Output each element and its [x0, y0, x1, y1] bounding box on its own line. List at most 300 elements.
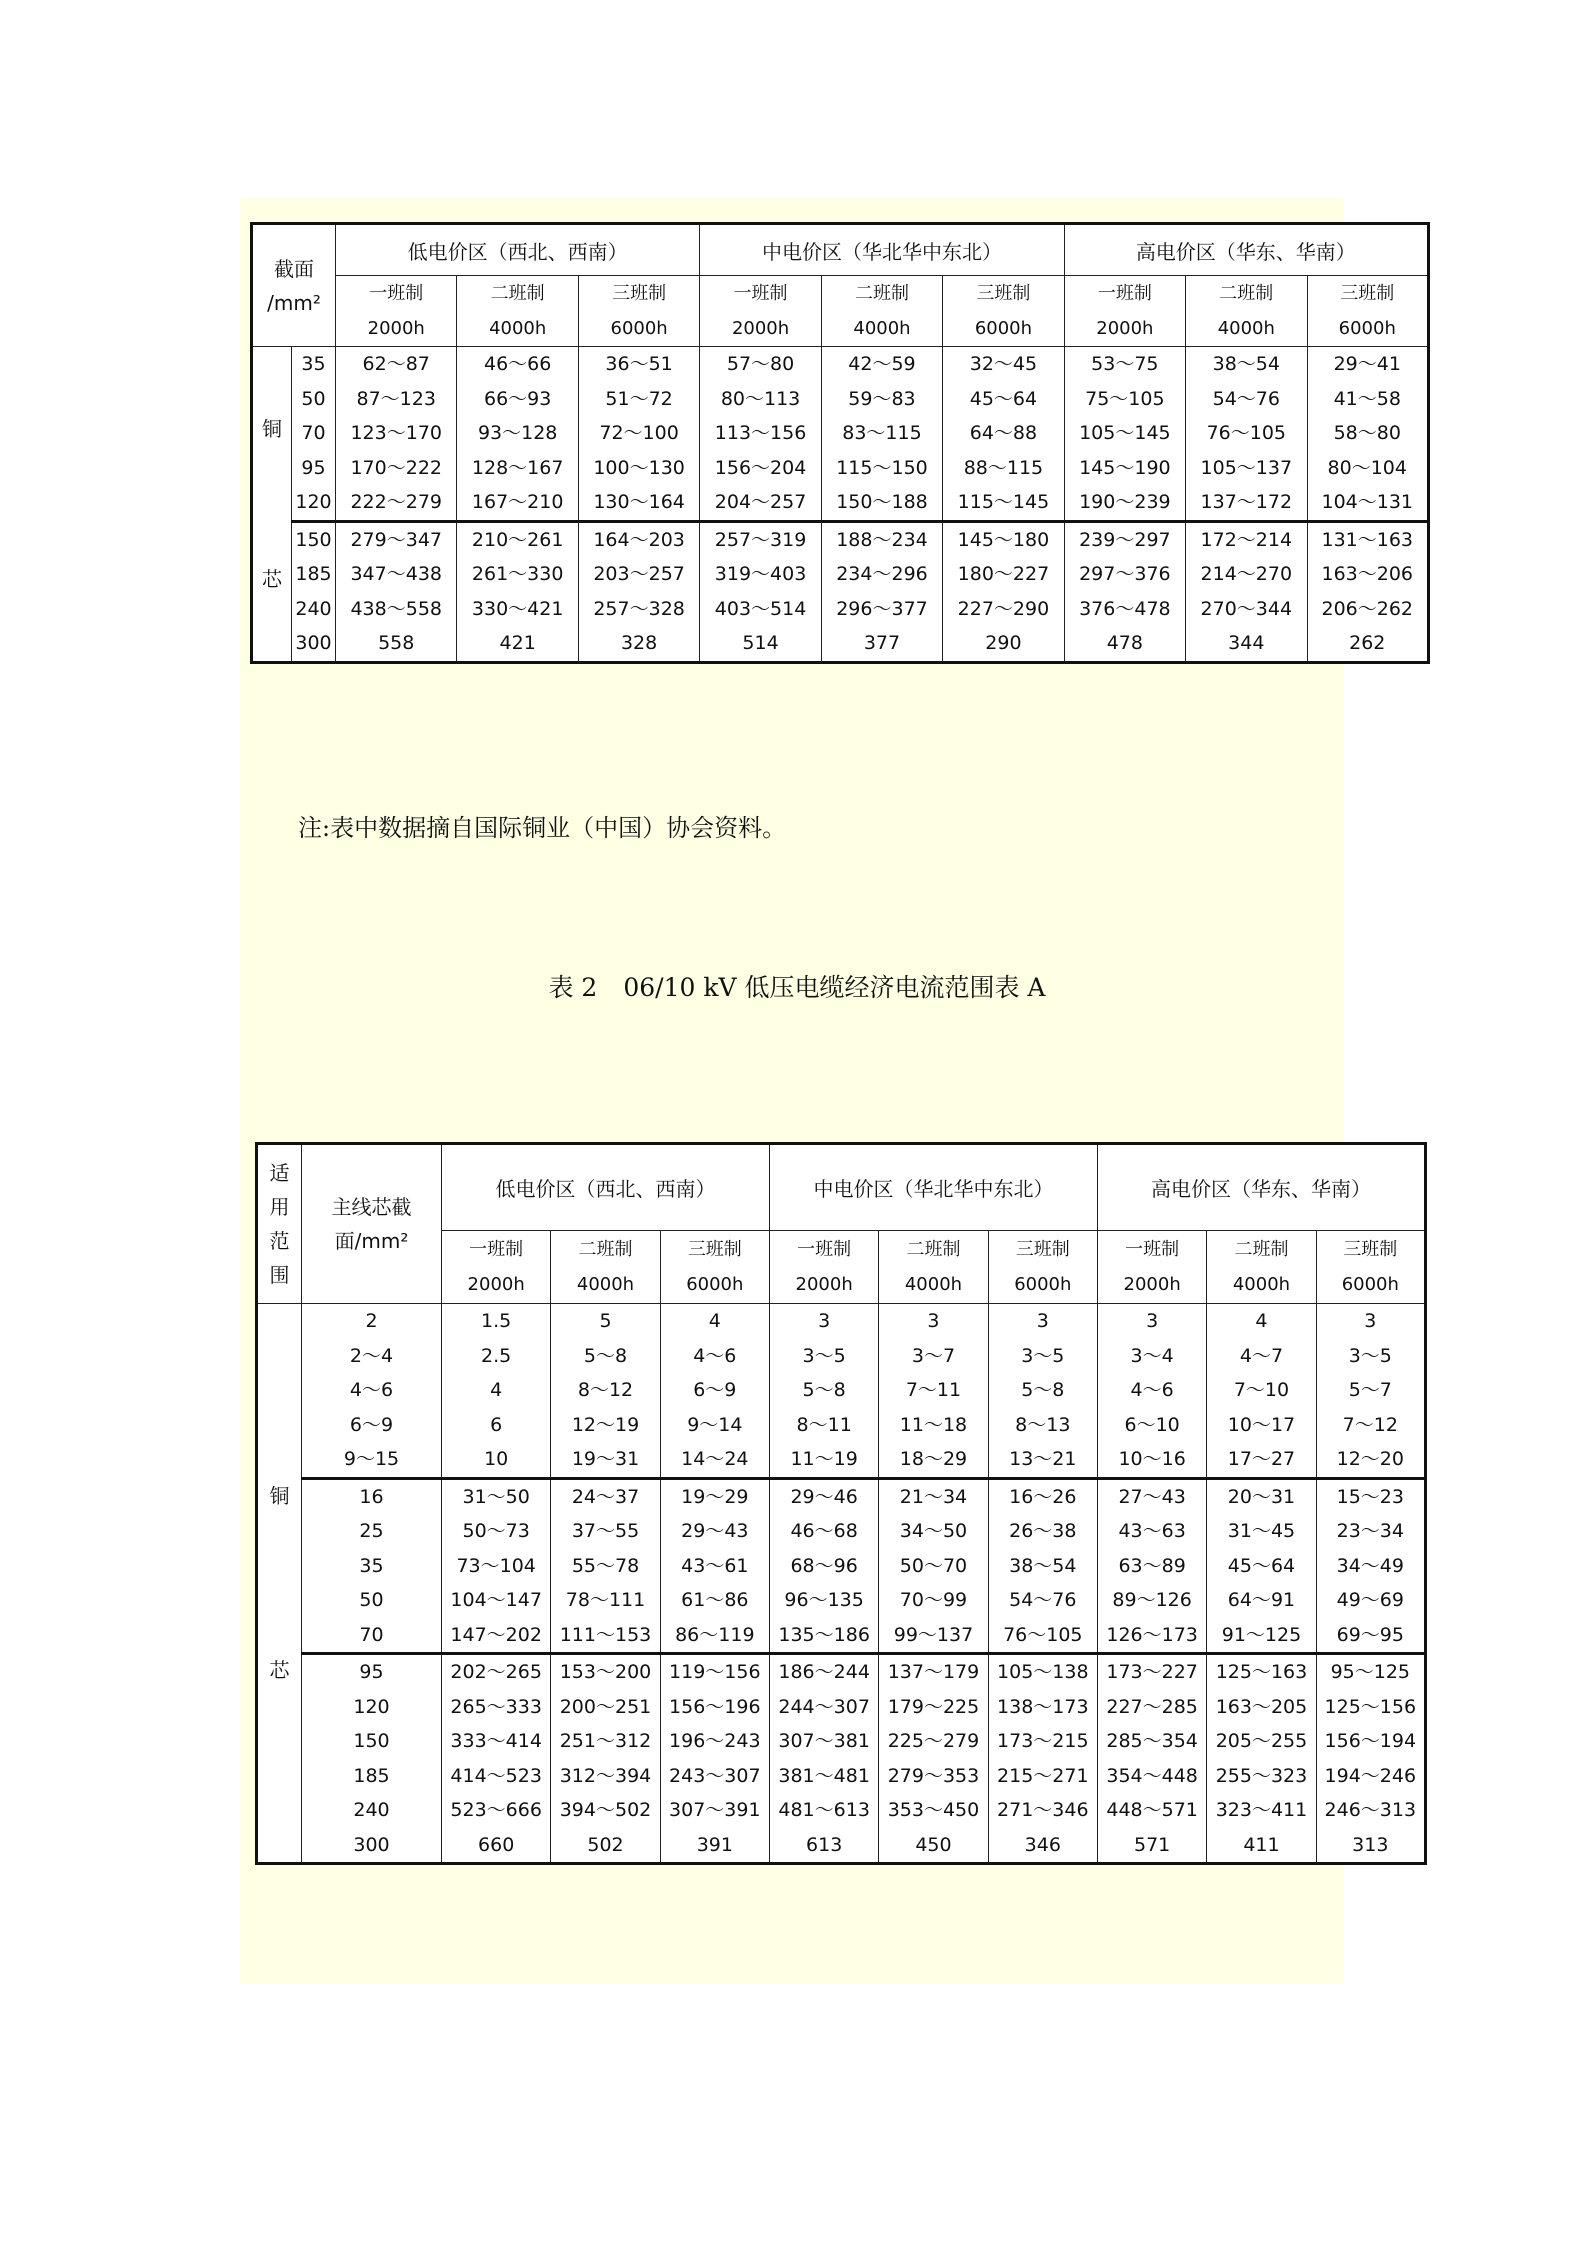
current-range: 179～225: [887, 1695, 980, 1718]
current-range: 19～31: [571, 1448, 640, 1470]
current-range: 3～7: [911, 1344, 956, 1367]
current-range: 150～188: [836, 491, 928, 513]
section-value: 95: [359, 1661, 384, 1683]
data-cell: [988, 1654, 1097, 1864]
shift-hours: 4000h: [1217, 318, 1275, 339]
current-range: 135～186: [778, 1623, 870, 1646]
current-range: 163～205: [1215, 1695, 1308, 1718]
current-range: 145～180: [957, 528, 1050, 551]
current-range: 4: [1255, 1310, 1268, 1332]
current-range: 29～43: [681, 1520, 749, 1542]
shift-name: 二班制: [906, 1239, 961, 1260]
data-cell: [700, 521, 821, 662]
current-range: 59～83: [848, 387, 916, 410]
data-cell: [660, 1304, 769, 1479]
current-range: 27～43: [1118, 1485, 1186, 1508]
current-range: 42～59: [848, 353, 916, 375]
current-range: 307～391: [669, 1799, 761, 1821]
current-range: 53～75: [1091, 353, 1159, 375]
current-range: 481～613: [778, 1799, 870, 1821]
shift-name: 二班制: [1234, 1239, 1289, 1260]
current-range: 10: [484, 1448, 509, 1470]
data-cell: [879, 1654, 988, 1864]
current-range: 38～54: [1009, 1554, 1077, 1577]
shift-name: 一班制: [369, 283, 424, 304]
cable-current-table-2: [255, 1142, 1427, 1865]
data-cell: [336, 521, 457, 662]
data-cell: [769, 1478, 878, 1654]
data-cell: [660, 1478, 769, 1654]
current-range: 296～377: [836, 597, 928, 620]
current-range: 41～58: [1333, 387, 1401, 410]
shift-header: [879, 1231, 988, 1304]
current-range: 328: [620, 632, 658, 654]
current-range: 571: [1134, 1833, 1171, 1856]
current-range: 156～204: [714, 456, 807, 479]
current-range: 66～93: [483, 387, 552, 410]
table-row: [257, 1304, 1426, 1479]
current-range: 125～163: [1215, 1661, 1308, 1683]
shift-name: 三班制: [612, 283, 667, 304]
current-range: 3～4: [1130, 1344, 1174, 1367]
current-range: 95～125: [1330, 1661, 1411, 1683]
current-range: 5～8: [1021, 1379, 1065, 1401]
current-range: 172～214: [1200, 528, 1293, 551]
current-range: 89～126: [1112, 1589, 1192, 1611]
current-range: 105～138: [997, 1661, 1089, 1683]
current-range: 36～51: [605, 353, 673, 375]
current-range: 73～104: [456, 1554, 536, 1577]
data-cell: [879, 1478, 988, 1654]
data-cell: [1307, 347, 1428, 522]
current-range: 514: [742, 632, 779, 654]
current-range: 239～297: [1079, 528, 1171, 551]
material-char: 芯: [262, 566, 282, 591]
shift-hours: 4000h: [1232, 1274, 1291, 1295]
section-value: 185: [353, 1764, 390, 1787]
current-range: 227～290: [957, 597, 1050, 620]
data-cell: [879, 1304, 988, 1479]
shift-hours: 2000h: [367, 318, 425, 339]
shift-hours: 4000h: [853, 318, 911, 339]
data-cell: [1207, 1304, 1316, 1479]
current-range: 21～34: [899, 1485, 968, 1508]
section-value: 35: [359, 1554, 384, 1577]
current-range: 411: [1243, 1833, 1280, 1856]
section-value: 120: [353, 1695, 390, 1718]
current-range: 421: [499, 632, 536, 654]
region-header-mid: 中电价区（华北华中东北）: [769, 1144, 1097, 1231]
data-cell: [551, 1654, 660, 1864]
current-range: 354～448: [1106, 1764, 1198, 1787]
current-range: 206～262: [1321, 597, 1414, 620]
current-range: 37～55: [571, 1520, 640, 1542]
current-range: 188～234: [836, 528, 928, 551]
table-row: [252, 347, 1429, 522]
data-cell: [821, 521, 942, 662]
current-range: 131～163: [1321, 528, 1414, 551]
data-cell: [442, 1654, 551, 1864]
current-range: 64～88: [969, 422, 1038, 444]
current-range: 7～11: [905, 1379, 962, 1401]
material-char: 铜: [269, 1484, 290, 1508]
current-range: 19～29: [681, 1485, 749, 1508]
data-cell: [1097, 1304, 1206, 1479]
current-range: 50～70: [899, 1554, 968, 1577]
data-cell: [1207, 1478, 1316, 1654]
current-range: 4～7: [1239, 1344, 1284, 1367]
section-value: 35: [301, 353, 326, 375]
material-char: 芯: [269, 1658, 290, 1682]
current-range: 257～328: [593, 597, 685, 620]
material-label: [257, 1304, 302, 1864]
table-row: [252, 521, 1429, 662]
current-range: 13～21: [1009, 1448, 1077, 1470]
current-range: 3: [1036, 1310, 1049, 1332]
current-range: 210～261: [471, 528, 564, 551]
current-range: 438～558: [350, 597, 442, 620]
section-value: 4～6: [349, 1379, 394, 1401]
shift-name: 一班制: [1097, 283, 1152, 304]
section-header: 截面 /mm²: [252, 224, 336, 347]
shift-hours: 6000h: [974, 318, 1033, 339]
current-range: 4～6: [1130, 1379, 1174, 1401]
data-cell: [769, 1654, 878, 1864]
shift-hours: 6000h: [1338, 318, 1396, 339]
current-range: 222～279: [350, 491, 442, 513]
shift-hours: 4000h: [489, 318, 547, 339]
shift-header: [1207, 1231, 1316, 1304]
current-range: 204～257: [714, 491, 807, 513]
current-range: 11～19: [790, 1448, 858, 1470]
current-range: 200～251: [559, 1695, 652, 1718]
current-range: 46～66: [483, 353, 552, 375]
current-range: 78～111: [565, 1589, 646, 1611]
current-range: 3: [927, 1310, 940, 1332]
current-range: 333～414: [450, 1730, 542, 1752]
section-value: 9～15: [343, 1448, 400, 1470]
shift-hours: 2000h: [1096, 318, 1154, 339]
current-range: 346: [1024, 1833, 1061, 1856]
current-range: 186～244: [778, 1661, 870, 1683]
current-range: 105～137: [1200, 456, 1293, 479]
current-range: 4: [708, 1310, 721, 1332]
current-range: 9～14: [687, 1413, 743, 1436]
shift-header: [769, 1231, 878, 1304]
shift-hours: 2000h: [467, 1274, 525, 1295]
data-cell: [1097, 1654, 1206, 1864]
current-range: 123～170: [350, 422, 442, 444]
current-range: 5～8: [802, 1379, 846, 1401]
shift-name: 三班制: [1015, 1239, 1070, 1260]
data-cell: [1097, 1478, 1206, 1654]
current-range: 163～206: [1321, 563, 1414, 585]
current-range: 76～105: [1003, 1623, 1083, 1646]
current-range: 147～202: [450, 1623, 542, 1646]
current-range: 130～164: [593, 491, 685, 513]
current-range: 43～61: [681, 1554, 749, 1577]
shift-name: 二班制: [854, 283, 909, 304]
current-range: 5: [599, 1310, 612, 1332]
current-range: 111～153: [559, 1623, 652, 1646]
current-range: 69～95: [1336, 1623, 1404, 1646]
shift-header: [442, 1231, 551, 1304]
current-range: 312～394: [559, 1764, 652, 1787]
current-range: 502: [587, 1833, 624, 1856]
table-row: [257, 1478, 1426, 1654]
current-range: 8～11: [796, 1413, 852, 1436]
data-cell: [660, 1654, 769, 1864]
shift-header: [700, 276, 821, 347]
current-range: 344: [1228, 632, 1265, 654]
current-range: 104～147: [450, 1589, 542, 1611]
data-cell: [943, 521, 1064, 662]
current-range: 24～37: [571, 1485, 640, 1508]
shift-hours: 6000h: [1341, 1274, 1399, 1295]
current-range: 26～38: [1009, 1520, 1077, 1542]
scope-header: 适 用 范 围: [257, 1144, 302, 1304]
data-cell: [336, 347, 457, 522]
current-range: 262: [1349, 632, 1386, 654]
current-range: 31～50: [462, 1485, 530, 1508]
current-range: 12～20: [1336, 1448, 1404, 1470]
shift-hours: 6000h: [686, 1274, 744, 1295]
current-range: 353～450: [887, 1799, 980, 1821]
current-range: 3: [1364, 1310, 1377, 1332]
current-range: 137～179: [887, 1661, 980, 1683]
current-range: 156～196: [669, 1695, 761, 1718]
shift-header: [943, 276, 1064, 347]
caption-label: 表 2: [548, 973, 598, 1002]
data-cell: [988, 1478, 1097, 1654]
data-cell: [821, 347, 942, 522]
cable-current-table-1: [250, 222, 1430, 664]
current-range: 450: [915, 1833, 952, 1856]
current-range: 63～89: [1118, 1554, 1186, 1577]
shift-header: [988, 1231, 1097, 1304]
current-range: 214～270: [1200, 563, 1293, 585]
current-range: 76～105: [1206, 422, 1287, 444]
region-header-low: 低电价区（西北、西南）: [336, 224, 700, 276]
shift-header: [457, 276, 578, 347]
shift-header: [1316, 1231, 1425, 1304]
current-range: 54～76: [1212, 387, 1280, 410]
current-range: 29～41: [1333, 353, 1401, 375]
current-range: 32～45: [969, 353, 1038, 375]
section-value: 6～9: [349, 1413, 394, 1436]
current-range: 153～200: [559, 1661, 652, 1683]
current-range: 330～421: [471, 597, 564, 620]
section-cell: [302, 1478, 442, 1654]
current-range: 86～119: [675, 1623, 755, 1646]
current-range: 6～10: [1124, 1413, 1180, 1436]
current-range: 43～63: [1118, 1520, 1186, 1542]
current-range: 3～5: [1348, 1344, 1392, 1367]
current-range: 164～203: [593, 528, 685, 551]
section-value: 70: [301, 422, 326, 444]
data-cell: [769, 1304, 878, 1479]
data-cell: [1316, 1304, 1425, 1479]
table-row: [257, 1654, 1426, 1864]
current-range: 49～69: [1336, 1589, 1404, 1611]
current-range: 523～666: [450, 1799, 542, 1821]
shift-name: 二班制: [490, 283, 545, 304]
current-range: 261～330: [471, 563, 564, 585]
current-range: 297～376: [1079, 563, 1171, 585]
data-cell: [1064, 347, 1185, 522]
current-range: 391: [696, 1833, 733, 1856]
current-range: 478: [1106, 632, 1143, 654]
data-cell: [442, 1304, 551, 1479]
current-range: 15～23: [1336, 1485, 1404, 1508]
current-range: 4～6: [693, 1344, 737, 1367]
current-range: 23～34: [1336, 1520, 1404, 1542]
current-range: 8～13: [1015, 1413, 1071, 1436]
data-cell: [442, 1478, 551, 1654]
shift-hours: 6000h: [610, 318, 668, 339]
section-value: 2～4: [349, 1344, 394, 1367]
current-range: 68～96: [790, 1554, 858, 1577]
data-cell: [700, 347, 821, 522]
source-note: 注:表中数据摘自国际铜业（中国）协会资料。: [298, 814, 787, 842]
current-range: 100～130: [593, 456, 685, 479]
current-range: 96～135: [784, 1589, 864, 1611]
current-range: 215～271: [997, 1764, 1089, 1787]
caption-text: 06/10 kV 低压电缆经济电流范围表 A: [623, 973, 1046, 1002]
data-cell: [1316, 1478, 1425, 1654]
current-range: 125～156: [1324, 1695, 1417, 1718]
shift-hours: 4000h: [904, 1274, 963, 1295]
region-header-high: 高电价区（华东、华南）: [1097, 1144, 1425, 1231]
shift-header: [821, 276, 942, 347]
current-range: 54～76: [1009, 1589, 1077, 1611]
current-range: 138～173: [997, 1695, 1089, 1718]
current-range: 196～243: [669, 1730, 761, 1752]
section-value: 150: [353, 1730, 390, 1752]
region-header-low: 低电价区（西北、西南）: [442, 1144, 770, 1231]
current-range: 194～246: [1324, 1764, 1417, 1787]
current-range: 12～19: [571, 1413, 640, 1436]
current-range: 2.5: [481, 1344, 512, 1367]
current-range: 70～99: [899, 1589, 968, 1611]
current-range: 5～7: [1348, 1379, 1392, 1401]
shift-name: 二班制: [1219, 283, 1274, 304]
current-range: 270～344: [1200, 597, 1293, 620]
region-header-mid: 中电价区（华北华中东北）: [700, 224, 1064, 276]
section-value: 2: [365, 1310, 378, 1332]
current-range: 558: [378, 632, 415, 654]
data-cell: [457, 521, 578, 662]
current-range: 448～571: [1106, 1799, 1198, 1821]
section-value: 50: [301, 387, 326, 410]
current-range: 145～190: [1079, 456, 1171, 479]
shift-header: [1097, 1231, 1206, 1304]
current-range: 246～313: [1324, 1799, 1417, 1821]
current-range: 3～5: [1021, 1344, 1065, 1367]
current-range: 88～115: [963, 456, 1044, 479]
data-cell: [1064, 521, 1185, 662]
current-range: 173～227: [1106, 1661, 1198, 1683]
current-range: 381～481: [778, 1764, 870, 1787]
current-range: 225～279: [887, 1730, 980, 1752]
current-range: 50～73: [462, 1520, 530, 1542]
current-range: 105～145: [1079, 422, 1171, 444]
section-cell: [292, 347, 336, 522]
section-value: 300: [295, 632, 332, 654]
current-range: 167～210: [471, 491, 564, 513]
section-value: 120: [295, 491, 332, 513]
section-cell: [302, 1304, 442, 1479]
current-range: 170～222: [350, 456, 442, 479]
current-range: 3: [1146, 1310, 1159, 1332]
current-range: 660: [478, 1833, 515, 1856]
material-char: 铜: [262, 416, 282, 441]
shift-hours: 2000h: [795, 1274, 853, 1295]
current-range: 99～137: [893, 1623, 974, 1646]
current-range: 5～8: [583, 1344, 628, 1367]
current-range: 10～17: [1227, 1413, 1296, 1436]
current-range: 75～105: [1085, 387, 1165, 410]
current-range: 243～307: [669, 1764, 761, 1787]
section-value: 16: [359, 1485, 384, 1508]
current-range: 119～156: [669, 1661, 761, 1683]
table-caption: [0, 968, 1594, 1004]
current-range: 244～307: [778, 1695, 870, 1718]
current-range: 3～5: [802, 1344, 846, 1367]
data-cell: [457, 347, 578, 522]
current-range: 4: [490, 1379, 503, 1401]
shift-name: 一班制: [797, 1239, 852, 1260]
section-value: 95: [301, 456, 326, 479]
current-range: 403～514: [714, 597, 807, 620]
current-range: 57～80: [726, 353, 795, 375]
current-range: 7～10: [1233, 1379, 1290, 1401]
shift-header: [336, 276, 457, 347]
current-range: 115～150: [836, 456, 928, 479]
current-range: 271～346: [997, 1799, 1089, 1821]
current-range: 34～49: [1336, 1554, 1404, 1577]
current-range: 91～125: [1221, 1623, 1302, 1646]
current-range: 29～46: [790, 1485, 858, 1508]
current-range: 180～227: [957, 563, 1050, 585]
current-range: 93～128: [477, 422, 558, 444]
section-value: 300: [353, 1833, 390, 1856]
shift-header: [1064, 276, 1185, 347]
shift-name: 一班制: [733, 283, 788, 304]
current-range: 6～9: [693, 1379, 737, 1401]
section-cell: [302, 1654, 442, 1864]
section-header: 主线芯截 面/mm²: [302, 1144, 442, 1304]
section-value: 25: [359, 1520, 384, 1542]
current-range: 173～215: [997, 1730, 1089, 1752]
current-range: 45～64: [969, 387, 1038, 410]
section-value: 50: [359, 1589, 384, 1611]
shift-header: [578, 276, 699, 347]
current-range: 205～255: [1215, 1730, 1308, 1752]
current-range: 14～24: [681, 1448, 749, 1470]
region-header-high: 高电价区（华东、华南）: [1064, 224, 1428, 276]
shift-name: 三班制: [687, 1239, 742, 1260]
current-range: 58～80: [1333, 422, 1401, 444]
current-range: 72～100: [599, 422, 679, 444]
current-range: 115～145: [957, 491, 1050, 513]
data-cell: [551, 1478, 660, 1654]
shift-header: [1186, 276, 1307, 347]
current-range: 62～87: [362, 353, 430, 375]
current-range: 227～285: [1106, 1695, 1198, 1718]
shift-name: 二班制: [578, 1239, 633, 1260]
current-range: 285～354: [1106, 1730, 1198, 1752]
